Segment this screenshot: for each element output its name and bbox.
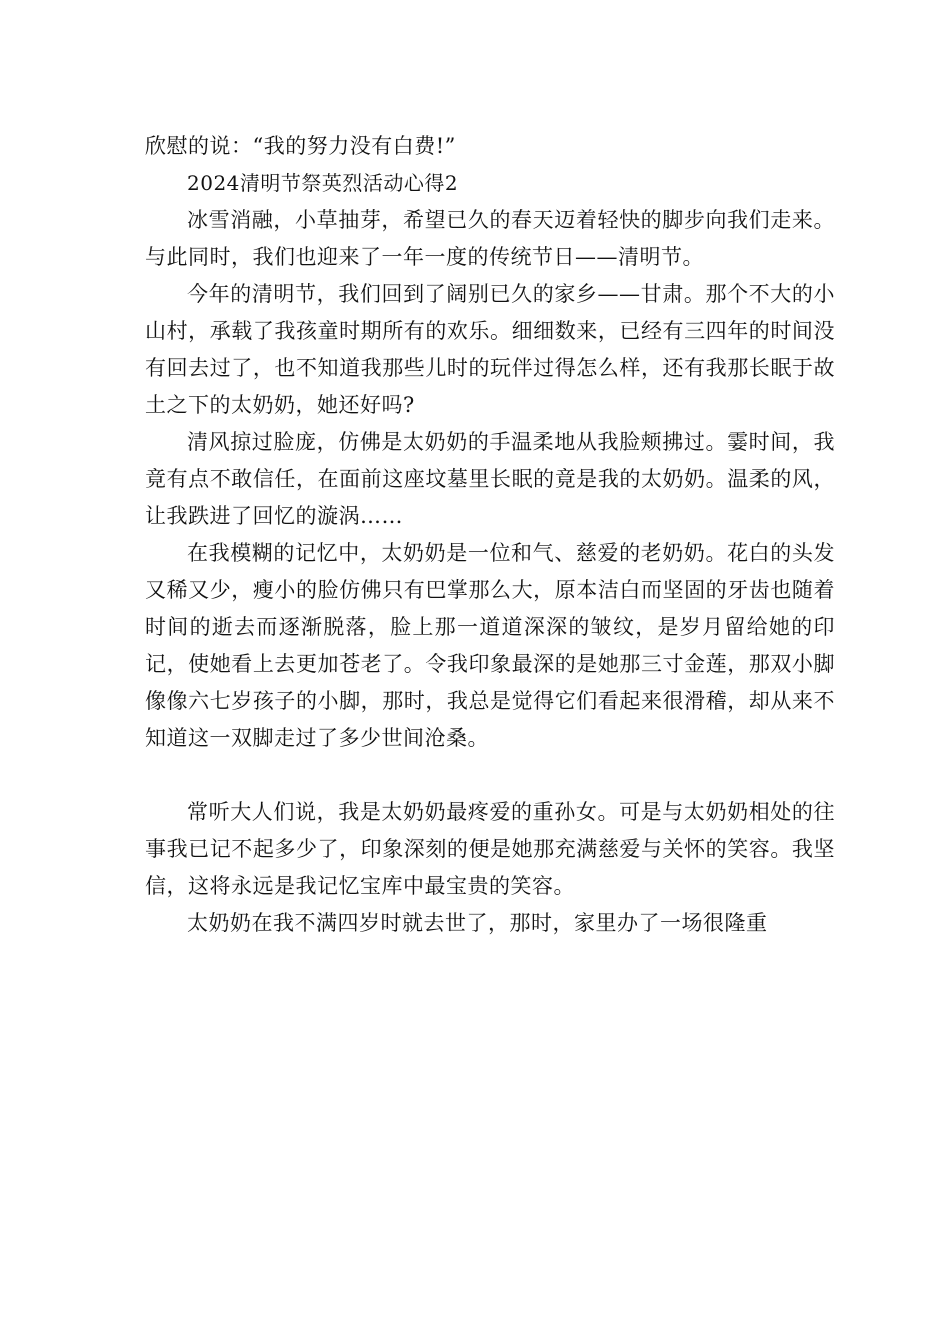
document-body [145, 128, 835, 942]
paragraph: 今年的清明节，我们回到了阔别已久的家乡——甘肃。那个不大的小山村，承载了我孩童时期所有的欢乐。细细数来，已经有三四年的时间没有回去过了，也不知道我那些儿时的玩伴过得怎么样，还有我那长眠于故土之下的太奶奶，她还好吗? [145, 282, 835, 417]
paragraph: 冰雪消融，小草抽芽，希望已久的春天迈着轻快的脚步向我们走来。与此同时，我们也迎来了一年一度的传统节日——清明节。 [145, 208, 835, 269]
blank-line [145, 757, 835, 794]
paragraph: 太奶奶在我不满四岁时就去世了，那时，家里办了一场很隆重 [187, 911, 768, 935]
paragraph: 常听大人们说，我是太奶奶最疼爱的重孙女。可是与太奶奶相处的往事我已记不起多少了，印象深刻的便是她那充满慈爱与关怀的笑容。我坚信，这将永远是我记忆宝库中最宝贵的笑容。 [145, 800, 835, 898]
paragraph-continuation: 欣慰的说：“我的努力没有白费!” [145, 134, 456, 158]
paragraph: 在我模糊的记忆中，太奶奶是一位和气、慈爱的老奶奶。花白的头发又稀又少，瘦小的脸仿佛只有巴掌那么大，原本洁白而坚固的牙齿也随着时间的逝去而逐渐脱落，脸上那一道道深深的皱纹，是岁月留给她的印记，使她看上去更加苍老了。令我印象最深的是她那三寸金莲，那双小脚像像六七岁孩子的小脚，那时，我总是觉得它们看起来很滑稽，却从来不知道这一双脚走过了多少世间沧桑。 [145, 541, 835, 750]
section-title: 2024清明节祭英烈活动心得2 [187, 171, 459, 195]
paragraph: 清风掠过脸庞，仿佛是太奶奶的手温柔地从我脸颊拂过。霎时间，我竟有点不敢信任，在面前这座坟墓里长眠的竟是我的太奶奶。温柔的风，让我跌进了回忆的漩涡…… [145, 430, 835, 528]
